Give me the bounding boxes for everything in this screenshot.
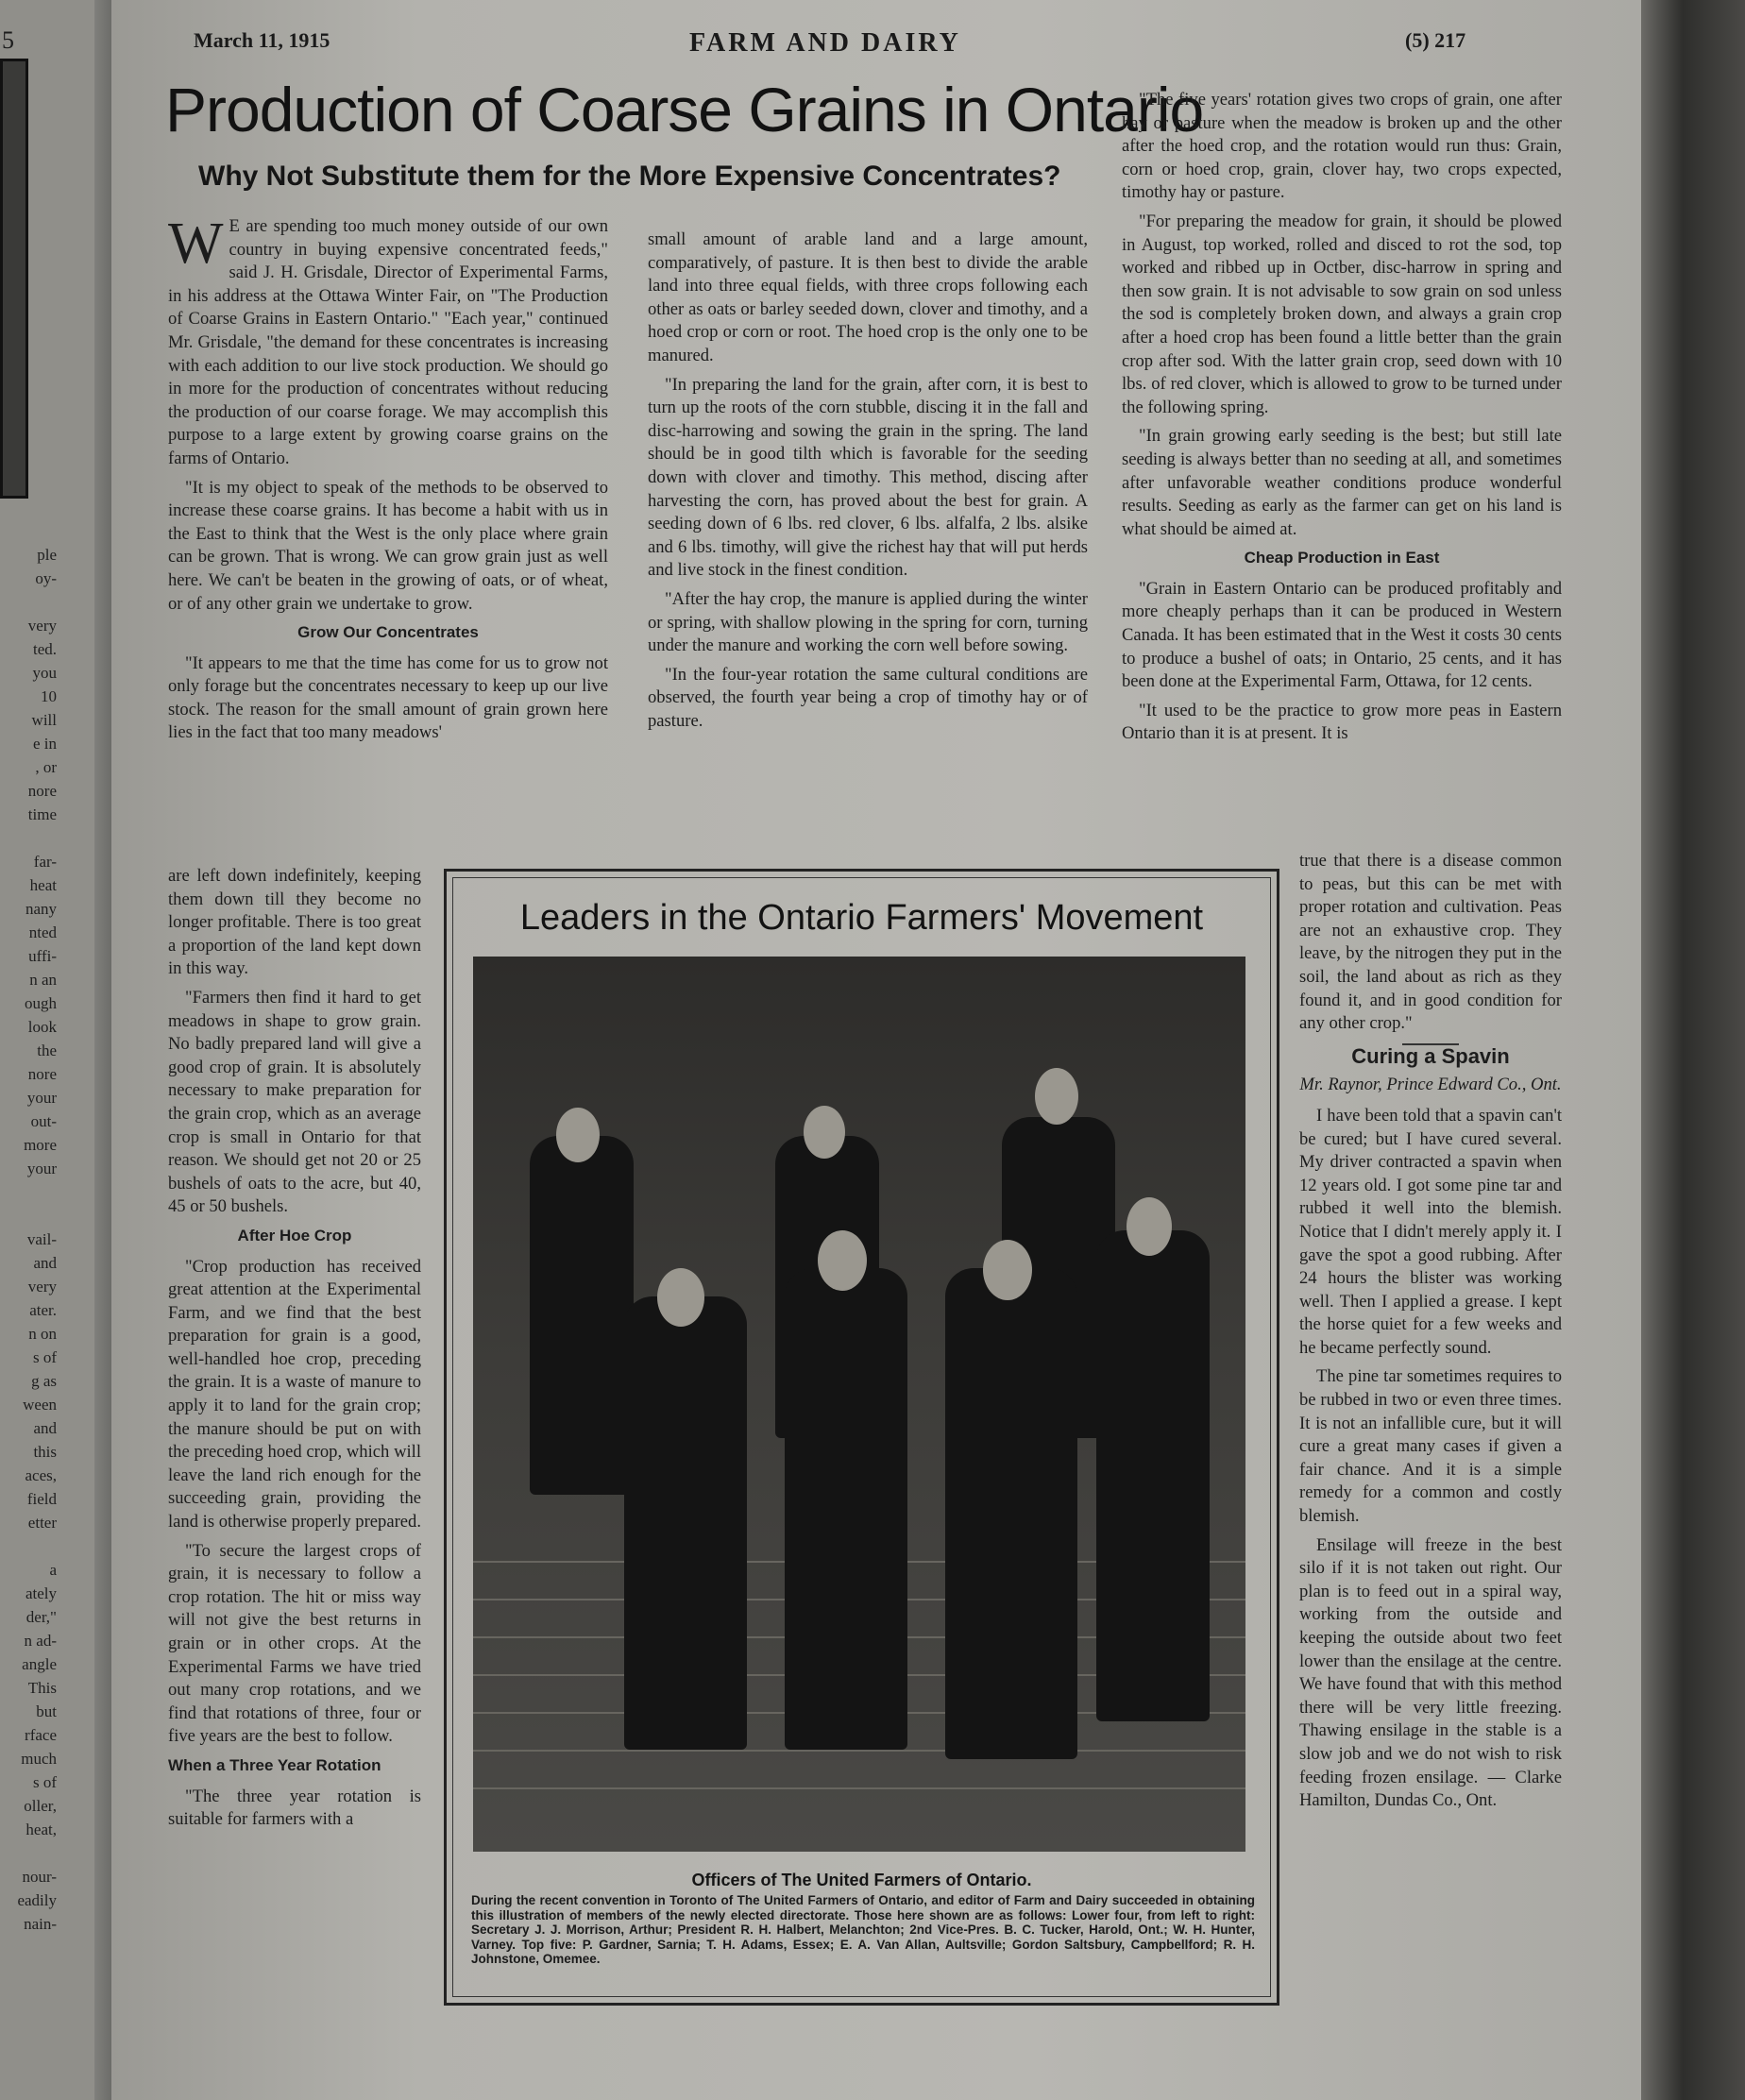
article-column-2 (648, 229, 1088, 738)
article-subtitle: Why Not Substitute them for the More Expensive Concentrates? (198, 161, 1061, 192)
article-paragraph: "To secure the largest crops of grain, it is necessary to follow a crop rotation. The hit or miss way will not give the best returns in grain or in other crops. At the Experimental Farms we have tried out many crop rotations, and we find that rotations of three, four or five years are the best to follow. (168, 1540, 421, 1747)
photo-caption-title: Officers of The United Farmers of Ontario. (691, 1871, 1032, 1889)
spavin-paragraph: I have been told that a spavin can't be cured; but I have cured several. My driver contracted a spavin when 12 years old. I got some pine tar and rubbed it well into the blemish. Notice that I didn't merely apply it. I gave the spot a good rubbing. After 24 hours the blister was working well. Then I applied a grease. I kept the horse quiet for a few weeks and he became perfectly sound. (1299, 1105, 1562, 1358)
article-paragraph: "In grain growing early seeding is the best; but still late seeding is always better than no seeding at all, and sometimes after unfavorable weather conditions produce wonderful results. Seeding as early as the farmer can get on his land is what should be aimed at. (1122, 426, 1562, 539)
article-paragraph: "After the hay crop, the manure is applied during the winter or spring, with shallow plowing in the spring for corn, turning under the manure and working the corn well before sowing. (648, 588, 1088, 656)
person-face (657, 1268, 704, 1327)
article-paragraph: are left down indefinitely, keeping them down till they become no longer profitable. There is too great a proportion of the land kept down in this way. (168, 866, 421, 979)
article-paragraph: "It is my object to speak of the methods to be observed to increase these coarse grains. It has become a habit with us in the East to think that the West is the only place where grain can be grown. That is wrong. We can grow grain just as well here. We can't be beaten in the growing of oats, or of wheat, or of any other grain we undertake to grow. (168, 477, 608, 614)
feature-box-title: Leaders in the Ontario Farmers' Movement (519, 898, 1204, 938)
photo-caption-body: During the recent convention in Toronto of The United Farmers of Ontario, and editor of Farm and Dairy succeeded in obtaining this illustration of members of the newly elected directorate. Those here shown are as follows: Lower four, from left to right: Secretary J. J. Morrison, Arthur; President R. H. Halbert, Melanchton; 2nd Vice-Pres. B. C. Tucker, Harold, Ont.; W. H. Hunter, Varney. Top five: P. Gardner, Sarnia; T. H. Adams, Essex; E. A. Van Allan, Aultsville; Gordon Saltsbury, Campbellford; R. H. Johnstone, Omemee. (471, 1893, 1255, 1966)
article-paragraph: "In the four-year rotation the same cultural conditions are observed, the fourth year being a crop of timothy hay or of pasture. (648, 664, 1088, 731)
page-number: (5) 217 (1405, 28, 1466, 52)
person-face (983, 1240, 1032, 1300)
person-face (556, 1108, 600, 1162)
article-column-1-narrow (168, 865, 421, 1838)
drop-cap: W (168, 212, 224, 276)
section-heading: Grow Our Concentrates (297, 623, 479, 642)
feature-photo-box (444, 869, 1279, 2006)
spavin-paragraph: Ensilage will freeze in the best silo if it is not taken out right. Our plan is to feed out in a spiral way, working from the outside and keeping the outside about two feet lower than the ensilage at the centre. We have found that with this method there will be very little freezing. Thawing ensilage in the stable is a slow job and we do not wish to risk feeding frozen ensilage. — Clarke Hamilton, Dundas Co., Ont. (1299, 1534, 1562, 1811)
article-paragraph: "It used to be the practice to grow more peas in Eastern Ontario than it is at present. It is (1122, 700, 1562, 744)
article-paragraph: "For preparing the meadow for grain, it should be plowed in August, top worked, rolled and disced to rot the sod, top worked and ribbed up in Octber, disc-harrow in spring and then sow grain. It is not advisable to sow grain on sod unless the sod is completely broken down, and always a grain crop after a hoed crop has been found a little better than the grain crop after sod. With the latter grain crop, seed down with 10 lbs. of red clover, which is allowed to grow to be turned under the following spring. (1122, 211, 1562, 417)
person-face (804, 1106, 845, 1159)
person-face (1127, 1197, 1172, 1256)
previous-page-photo (0, 59, 28, 499)
article-column-1 (168, 212, 608, 751)
article-paragraph: "The five years' rotation gives two crops of grain, one after hay or pasture when the meadow is broken up and the other after the hoed crop, and the rotation would run thus: Grain, corn or hoed crop, grain, clover hay, two crops expected, timothy hay or pasture. (1122, 90, 1562, 203)
person-figure (624, 1296, 747, 1750)
section-heading: After Hoe Crop (237, 1226, 352, 1245)
publication-name: FARM AND DAIRY (689, 28, 961, 58)
article-paragraph: small amount of arable land and a large amount, comparatively, of pasture. It is then best to divide the arable land into three equal fields, with three crops following each other as oats or barley seeded down, clover and timothy, and a hoed crop or corn or root. The hoed crop is the only one to be manured. (648, 229, 1088, 365)
person-face (818, 1230, 867, 1291)
article-paragraph: W E are spending too much money outside of our own country in buying expensive concentrated feeds," said J. H. Grisdale, Director of Experimental Farms, in his address at the Ottawa Winter Fair, on "The Production of Coarse Grains in Eastern Ontario." "Each year," continued Mr. Grisdale, "the demand for these concentrates is increasing with each addition to our live stock production. We should go in more for the production of concentrates without reducing the production of our coarse forage. We may accomplish this purpose to a large extent by growing coarse grains on the farms of Ontario. (168, 212, 608, 468)
article-paragraph: "In preparing the land for the grain, after corn, it is best to turn up the roots of the corn stubble, discing it in the fall and disc-harrowing and sowing the grain in the spring. The land should be in good tilth which is favorable for the seeding down with clover and timothy. This method, discing after harvesting the corn, has proved about the best for grain. A seeding down of 6 lbs. red clover, 6 lbs. alfalfa, 2 lbs. alsike and 6 lbs. timothy, will give the richest hay that will put herds and live stock in the finest condition. (648, 374, 1088, 581)
article-paragraph: "The three year rotation is suitable for farmers with a (168, 1786, 421, 1830)
spavin-paragraph: The pine tar sometimes requires to be rubbed in two or even three times. It is not an infallible cure, but it will cure a great many cases if given a fair chance. And it is a simple remedy for a common and costly blemish. (1299, 1366, 1562, 1527)
group-photograph (473, 957, 1245, 1852)
article-paragraph: "Farmers then find it hard to get meadows in shape to grow grain. No badly prepared land will give a good crop of grain. It is absolutely necessary to make preparation for the grain crop, which as an average crop is small in Ontario for that reason. We should get not 20 or 25 bushels of oats to the acre, but 40, 45 or 50 bushels. (168, 987, 421, 1217)
person-figure (530, 1136, 634, 1495)
article-title: Production of Coarse Grains in Ontario (165, 75, 1204, 144)
person-figure (785, 1268, 907, 1750)
issue-date: March 11, 1915 (194, 28, 330, 52)
photo-step (473, 1787, 1245, 1808)
article-column-3-narrow (1299, 850, 1562, 1819)
person-face (1035, 1068, 1078, 1125)
article-column-3 (1122, 89, 1562, 752)
photo-step (473, 1750, 1245, 1770)
section-heading: Cheap Production in East (1244, 549, 1440, 567)
article-paragraph: "It appears to me that the time has come for us to grow not only forage but the concentrates necessary to keep up our live stock. The reason for the small amount of grain grown here lies in the fact that too many meadows' (168, 652, 608, 743)
section-heading: When a Three Year Rotation (168, 1755, 381, 1774)
spavin-title: Curing a Spavin (1351, 1043, 1510, 1068)
previous-page-number: 5 (2, 26, 14, 54)
previous-page-cut-text: ple oy- very ted. you 10 will e in , or nore time far- heat nany nted uffi- n an ough look the nore your out- more your vail- and very ater. n on s of g as ween and this aces, field etter a ately der," n ad- angle This but rface much s of oller, heat, nour- eadily nain- (17, 546, 57, 1933)
article-paragraph: "Grain in Eastern Ontario can be produced profitably and more cheaply perhaps than it can be produced in Western Canada. It has been estimated that in the West it costs 30 cents to produce a bushel of oats; in Ontario, 25 cents, and it has been done at the Experimental Farm, Ottawa, for 12 cents. (1122, 578, 1562, 692)
previous-page-edge (0, 0, 94, 2100)
person-figure (1096, 1230, 1210, 1721)
book-right-edge (1641, 0, 1745, 2100)
person-figure (945, 1268, 1077, 1759)
spavin-byline: Mr. Raynor, Prince Edward Co., Ont. (1299, 1075, 1562, 1095)
article-paragraph: "Crop production has received great attention at the Experimental Farm, and we find that the best preparation for grain is a good, well-handled hoe crop, preceding the grain. It is a waste of manure to apply it to land for the grain crop; the manure should be put on with the preceding hoed crop, which will leave the land rich enough for the succeeding grain, providing the land is otherwise properly prepared. (168, 1256, 421, 1533)
article-paragraph: true that there is a disease common to peas, but this can be met with proper rotation and cultivation. Peas are not an exhaustive crop. They leave, by the nitrogen they put in the soil, the land about as rich as they found it, and in good condition for any other crop." (1299, 851, 1562, 1034)
